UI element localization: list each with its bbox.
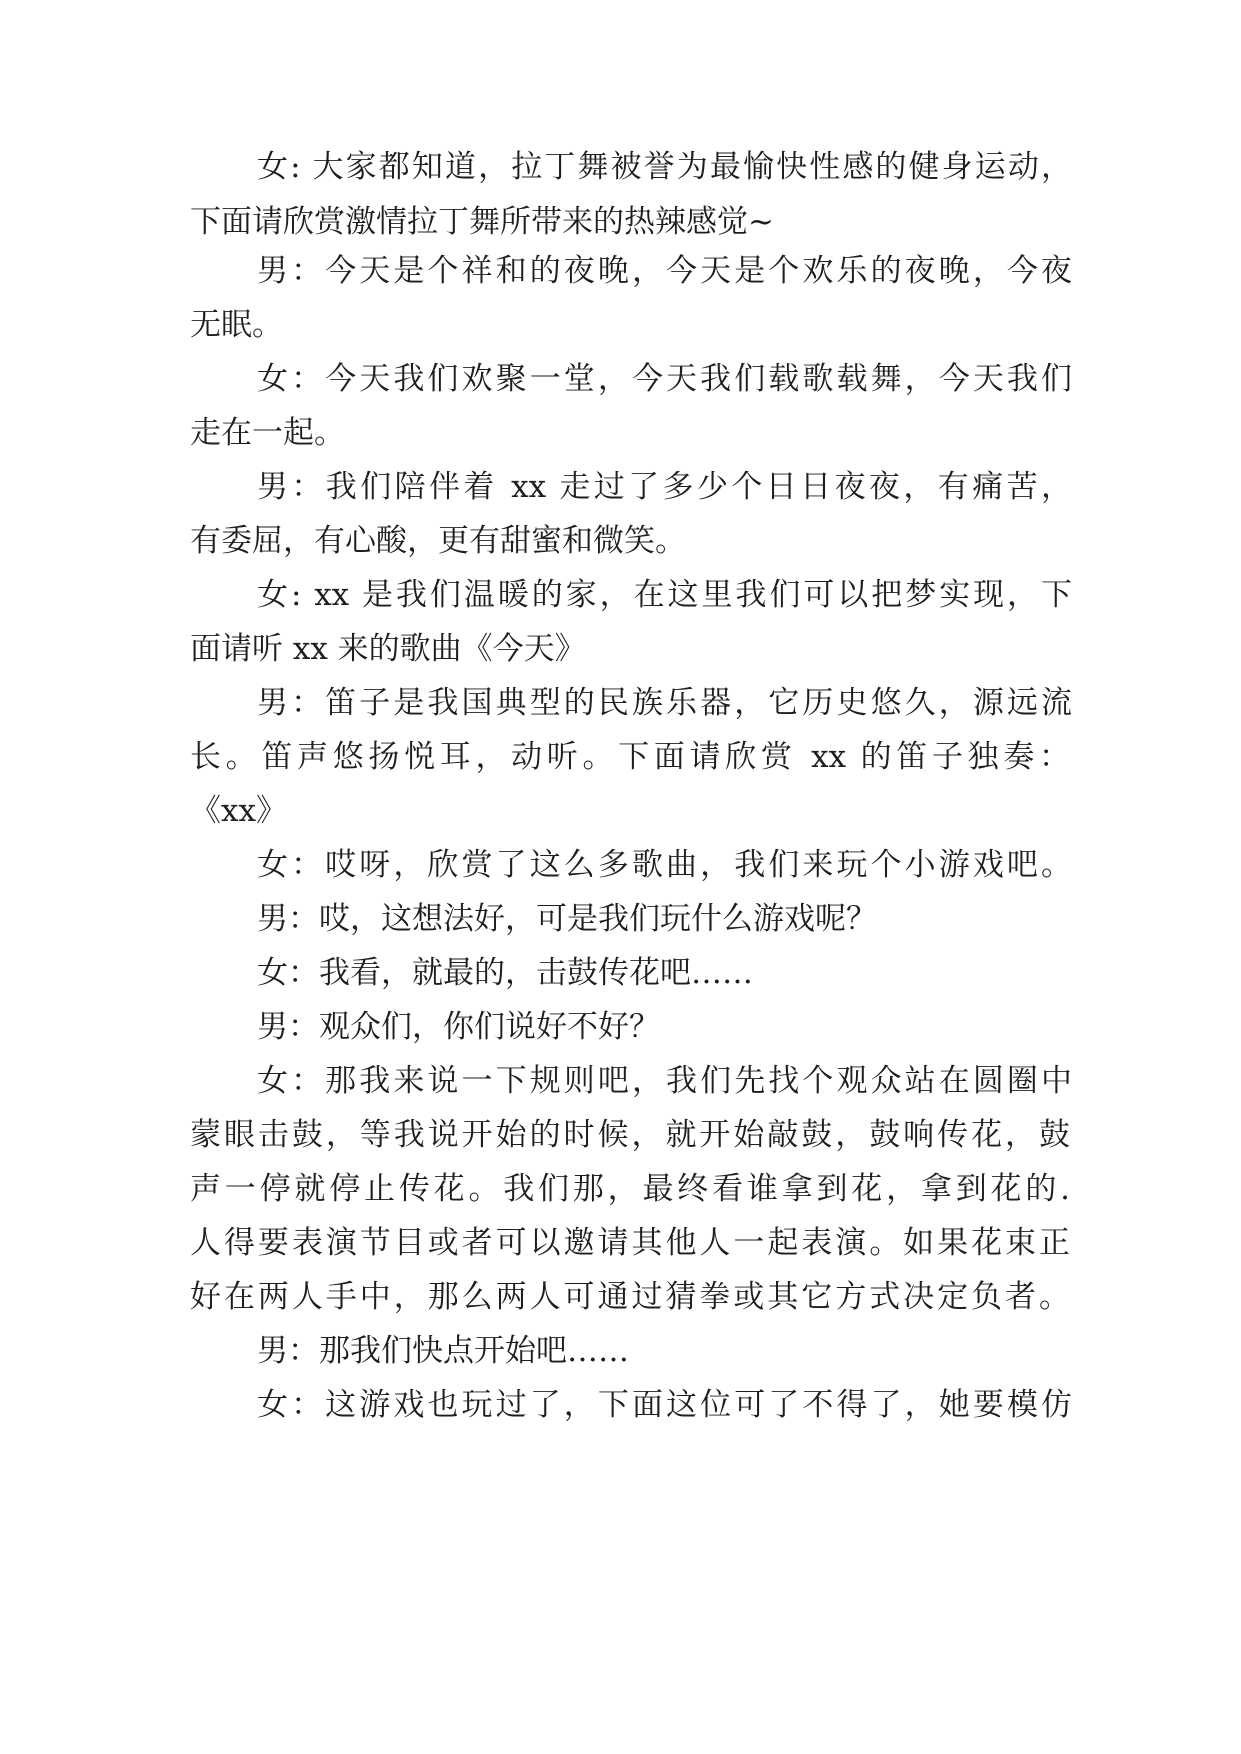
paragraph-line: 男：我们陪伴着 xx 走过了多少个日日夜夜，有痛苦， [257, 469, 1072, 505]
paragraph-line: 女: 大家都知道，拉丁舞被誉为最愉快性感的健身运动， [257, 149, 1072, 185]
paragraph-line: 女: xx 是我们温暖的家，在这里我们可以把梦实现，下 [257, 577, 1072, 613]
paragraph-line: 《xx》 [190, 793, 287, 829]
paragraph-line: 面请听 xx 来的歌曲《今天》 [190, 631, 586, 667]
paragraph-line: 声一停就停止传花。我们那，最终看谁拿到花，拿到花的. [190, 1171, 1070, 1207]
paragraph-line: 下面请欣赏激情拉丁舞所带来的热辣感觉~ [190, 204, 774, 240]
paragraph-line: 无眠。 [190, 307, 283, 343]
paragraph-line: 走在一起。 [190, 415, 345, 451]
paragraph-line: 好在两人手中，那么两人可通过猜拳或其它方式决定负者。 [190, 1279, 1070, 1315]
paragraph-line: 蒙眼击鼓，等我说开始的时候，就开始敲鼓，鼓响传花，鼓 [190, 1117, 1070, 1153]
paragraph-line: 女：这游戏也玩过了，下面这位可了不得了，她要模仿 [257, 1387, 1072, 1423]
paragraph-line: 长。笛声悠扬悦耳，动听。下面请欣赏 xx 的笛子独奏： [190, 739, 1070, 775]
paragraph-line: 男：笛子是我国典型的民族乐器，它历史悠久，源远流 [257, 685, 1072, 721]
paragraph-line: 男：哎，这想法好，可是我们玩什么游戏呢？ [257, 901, 877, 937]
paragraph-line: 女：那我来说一下规则吧，我们先找个观众站在圆圈中 [257, 1063, 1072, 1099]
paragraph-line: 人得要表演节目或者可以邀请其他人一起表演。如果花束正 [190, 1225, 1070, 1261]
paragraph-line: 男：观众们，你们说好不好？ [257, 1009, 660, 1045]
paragraph-line: 有委屈，有心酸，更有甜蜜和微笑。 [190, 523, 686, 559]
paragraph-line: 男：那我们快点开始吧…… [257, 1333, 629, 1369]
paragraph-line: 女：我看，就最的，击鼓传花吧…… [257, 955, 753, 991]
paragraph-line: 女：今天我们欢聚一堂，今天我们载歌载舞，今天我们 [257, 361, 1072, 397]
paragraph-line: 男：今天是个祥和的夜晚，今天是个欢乐的夜晚，今夜 [257, 253, 1072, 289]
paragraph-line: 女：哎呀，欣赏了这么多歌曲，我们来玩个小游戏吧。 [257, 847, 1072, 883]
